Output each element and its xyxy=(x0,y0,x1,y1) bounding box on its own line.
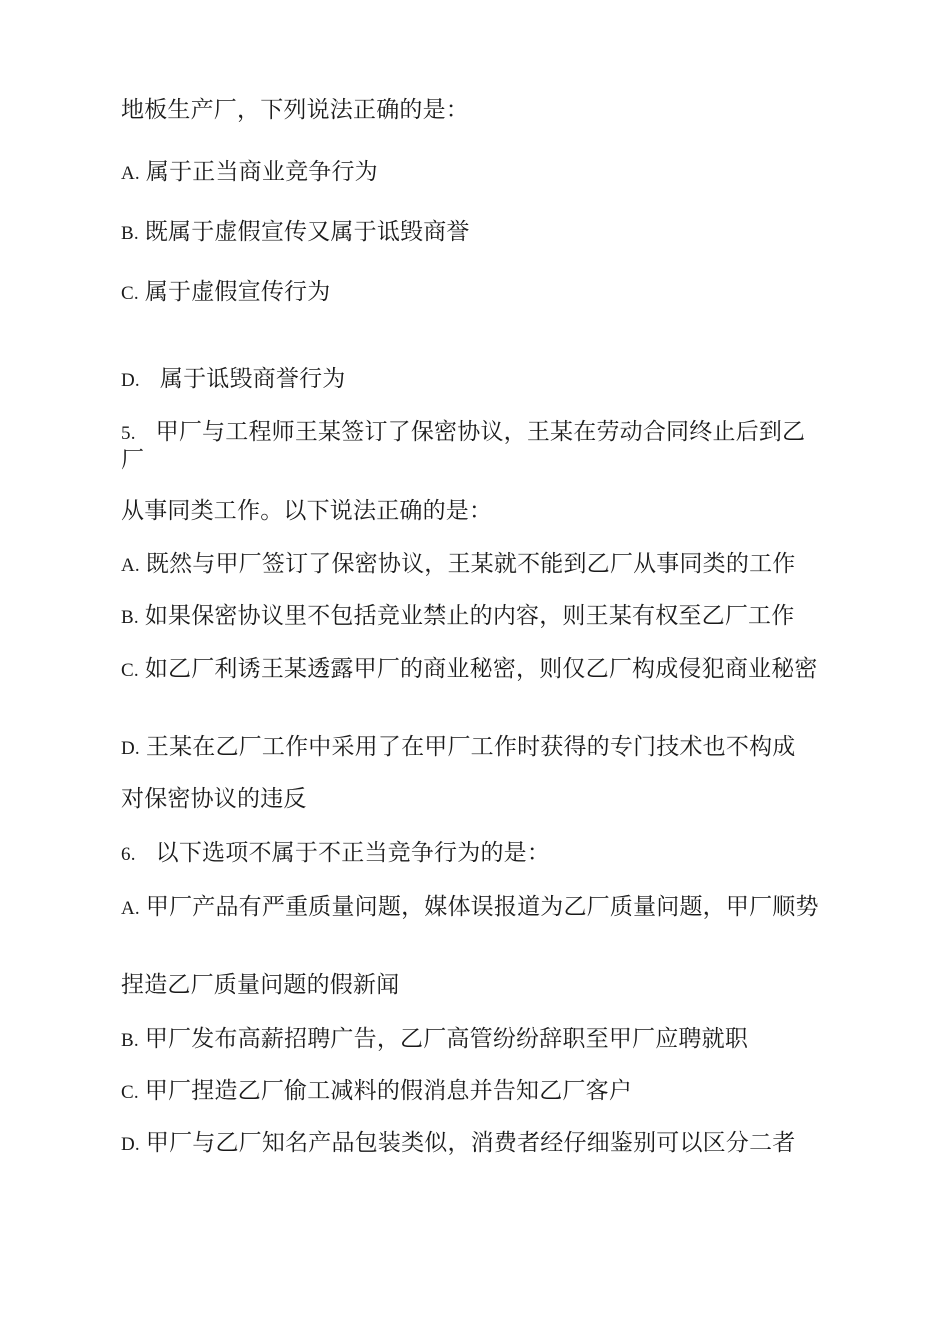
question-number: 6. xyxy=(121,844,136,865)
option-text: 甲厂与乙厂知名产品包装类似，消费者经仔细鉴别可以区分二者 xyxy=(145,1130,796,1156)
question-line xyxy=(121,840,821,868)
option-line xyxy=(121,551,821,579)
option-label: D. xyxy=(121,1134,140,1155)
option-label: A. xyxy=(121,898,140,919)
option-line xyxy=(121,656,827,684)
option-line xyxy=(121,603,821,631)
option-text: 属于虚假宣传行为 xyxy=(144,279,331,305)
option-label: B. xyxy=(121,223,139,244)
text-line xyxy=(121,97,821,124)
question-text: 甲厂与工程师王某签订了保密协议，王某在劳动合同终止后到乙厂 xyxy=(121,419,806,473)
option-line xyxy=(121,1026,821,1054)
option-text: 甲厂发布高薪招聘广告，乙厂高管纷纷辞职至甲厂应聘就职 xyxy=(144,1026,749,1052)
question-line xyxy=(121,419,827,474)
text-line xyxy=(121,786,821,813)
option-text: 甲厂捏造乙厂偷工减料的假消息并告知乙厂客户 xyxy=(144,1078,633,1104)
option-line xyxy=(121,734,821,762)
text-content: 从事同类工作。以下说法正确的是： xyxy=(121,498,493,524)
option-text: 甲厂产品有严重质量问题，媒体误报道为乙厂质量问题，甲厂顺势 xyxy=(145,894,819,920)
question-text: 以下选项不属于不正当竞争行为的是： xyxy=(155,840,551,866)
option-label: C. xyxy=(121,1082,139,1103)
option-line xyxy=(121,366,821,394)
option-label: A. xyxy=(121,163,140,184)
text-content: 地板生产厂，下列说法正确的是： xyxy=(121,97,469,123)
option-line xyxy=(121,894,827,922)
option-text: 既属于虚假宣传又属于诋毁商誉 xyxy=(144,219,470,245)
option-label: B. xyxy=(121,607,139,628)
option-line xyxy=(121,1078,821,1106)
option-line xyxy=(121,219,821,247)
text-line xyxy=(121,498,821,525)
text-line xyxy=(121,972,821,999)
option-label: C. xyxy=(121,283,139,304)
option-line xyxy=(121,1130,821,1158)
option-label: C. xyxy=(121,660,139,681)
option-line xyxy=(121,279,821,307)
option-label: B. xyxy=(121,1030,139,1051)
option-text: 属于正当商业竞争行为 xyxy=(145,159,378,185)
option-label: D. xyxy=(121,738,140,759)
option-text: 属于诋毁商誉行为 xyxy=(159,366,346,392)
option-label: D. xyxy=(121,370,140,391)
option-line xyxy=(121,159,821,187)
option-text: 王某在乙厂工作中采用了在甲厂工作时获得的专门技术也不构成 xyxy=(145,734,796,760)
option-label: A. xyxy=(121,555,140,576)
option-text: 如果保密协议里不包括竞业禁止的内容，则王某有权至乙厂工作 xyxy=(144,603,795,629)
text-content: 捏造乙厂质量问题的假新闻 xyxy=(121,972,400,998)
option-text: 既然与甲厂签订了保密协议，王某就不能到乙厂从事同类的工作 xyxy=(145,551,796,577)
option-text: 如乙厂利诱王某透露甲厂的商业秘密，则仅乙厂构成侵犯商业秘密 xyxy=(144,656,818,682)
text-content: 对保密协议的违反 xyxy=(121,786,307,812)
question-number: 5. xyxy=(121,423,136,444)
